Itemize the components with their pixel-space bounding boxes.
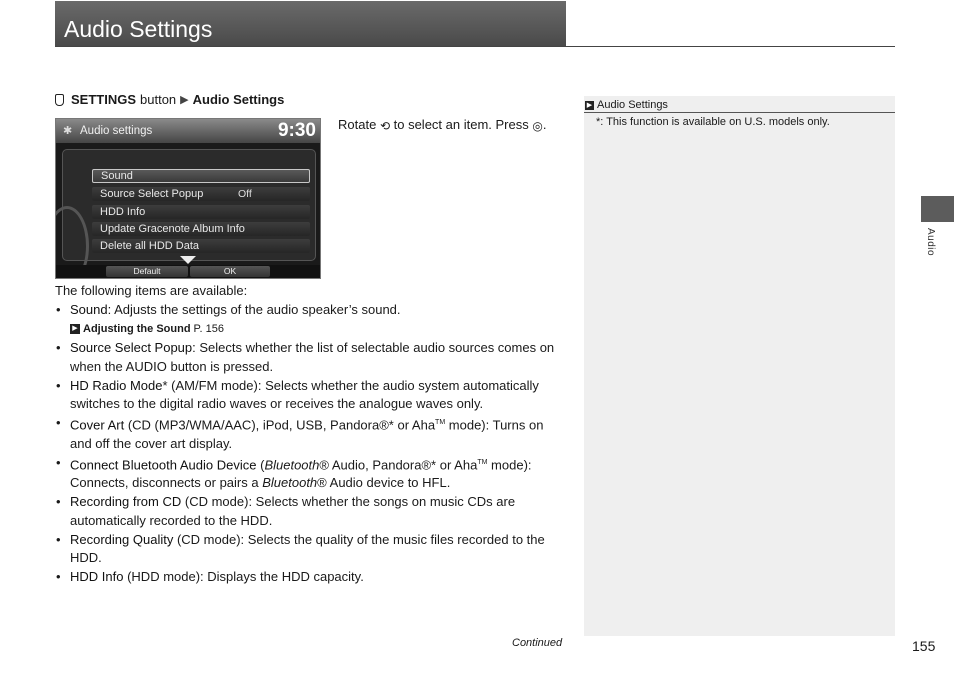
item-desc: : Selects whether the list of selectable audio sources comes on when the: [70, 340, 555, 374]
item-desc: (: [260, 456, 265, 472]
item-desc: (HDD mode): Displays the HDD capacity.: [127, 568, 364, 584]
item-desc: ® Audio device to HFL.: [317, 475, 451, 491]
item-desc: mode): Turns on and off the cover art display.: [70, 417, 544, 451]
breadcrumb-target: Audio Settings: [192, 92, 285, 107]
instruction-text: [338, 116, 566, 135]
menu-item-label: Update Gracenote Album Info: [100, 223, 245, 235]
menu-item-label: HDD Info: [100, 206, 146, 218]
menu-item-update-gracenote[interactable]: [92, 222, 310, 236]
screen-clock: 9:30: [277, 120, 316, 141]
screen-title: Audio settings: [80, 125, 153, 137]
item-name: Recording from CD: [70, 494, 182, 510]
item-desc: (CD mode): Selects whether the songs on music CDs are automatically recorded to the HDD.: [70, 494, 516, 528]
ok-button[interactable]: OK: [190, 266, 270, 277]
menu-item-delete-hdd-data[interactable]: [92, 239, 310, 253]
item-desc-italic: Bluetooth: [262, 475, 318, 491]
list-item: [55, 301, 567, 319]
item-desc-italic: Bluetooth: [264, 456, 320, 472]
trademark-mark: TM: [435, 418, 446, 426]
side-note-text: *: This function is available on U.S. models only.: [596, 116, 830, 128]
cross-reference[interactable]: [55, 320, 567, 338]
title-divider: [55, 46, 895, 47]
interface-dial-rotate-icon: ⟲: [379, 118, 390, 133]
note-arrow-icon: ▶: [586, 101, 593, 109]
item-name: Sound: [70, 302, 108, 317]
item-desc: button is pressed.: [170, 358, 274, 374]
scroll-down-icon[interactable]: [180, 256, 196, 264]
home-icon: [55, 94, 64, 106]
menu-item-value: Off: [238, 188, 252, 200]
menu-item-label: Sound: [101, 170, 133, 182]
breadcrumb-arrow-icon: ▶: [180, 94, 189, 106]
menu-item-label: Delete all HDD Data: [100, 240, 200, 252]
breadcrumb: [55, 92, 284, 107]
item-desc: : Adjusts the settings of the audio speaker’s sound.: [107, 302, 401, 317]
section-tab-label: Audio: [925, 228, 936, 257]
screen-footer: [56, 265, 320, 279]
continued-label: Continued: [512, 637, 563, 649]
trademark-mark: TM: [477, 458, 488, 466]
page-title: [55, 1, 566, 46]
item-name: HD Radio Mode: [70, 377, 163, 393]
audio-settings-screen: [55, 118, 321, 279]
list-item: [55, 414, 567, 453]
list-item: [55, 493, 567, 530]
breadcrumb-button-word: button: [140, 92, 177, 107]
instruction-part: to select an item. Press: [393, 117, 529, 132]
side-note-panel: [584, 96, 895, 636]
item-desc-keyword: AUDIO: [125, 358, 167, 374]
interface-dial-press-icon: ◎: [532, 118, 543, 133]
item-name: Source Select Popup: [70, 340, 193, 356]
menu-item-hdd-info[interactable]: [92, 205, 310, 219]
item-desc: * (AM/FM mode): Selects whether the audio system automatically switches to the digital radio waves or receives the analogue waves only.: [70, 377, 539, 412]
xref-label[interactable]: Adjusting the Sound: [83, 322, 191, 335]
item-desc: (CD mode): Selects the quality of the music files recorded to the HDD.: [70, 531, 545, 565]
list-item: [55, 568, 567, 586]
instruction-part: .: [542, 117, 547, 132]
screen-header: [56, 119, 320, 143]
menu-item-source-select-popup[interactable]: [92, 187, 310, 201]
xref-arrow-icon: ▶: [70, 324, 80, 334]
xref-page: P. 156: [193, 322, 224, 335]
side-note-header: [584, 96, 895, 113]
instruction-part: Rotate: [338, 117, 377, 132]
list-item: [55, 377, 567, 414]
menu-item-label: Source Select Popup: [100, 188, 204, 200]
intro-text: The following items are available:: [55, 283, 248, 298]
page-number: 155: [912, 638, 936, 654]
side-note-title: Audio Settings: [597, 99, 668, 111]
item-desc: (CD (MP3/WMA/AAC), iPod, USB, Pandora®* or Aha: [127, 417, 436, 433]
item-name: Recording Quality: [70, 531, 174, 547]
gear-icon: ✱: [63, 125, 73, 137]
item-desc: ® Audio, Pandora®* or Aha: [319, 456, 478, 472]
page-title-text: Audio Settings: [64, 16, 213, 42]
item-list: [55, 301, 567, 587]
item-desc: mode): Connects, disconnects or pairs a: [70, 456, 532, 491]
item-name: Connect Bluetooth Audio Device: [70, 456, 257, 472]
default-button[interactable]: Default: [106, 266, 188, 277]
list-item: [55, 339, 567, 376]
list-item: [55, 531, 567, 568]
list-item: [55, 454, 567, 493]
screen-menu: [62, 149, 316, 261]
item-name: Cover Art: [70, 417, 125, 433]
item-name: HDD Info: [70, 568, 124, 584]
menu-item-sound[interactable]: [92, 169, 310, 183]
section-tab: [921, 196, 954, 222]
breadcrumb-settings: SETTINGS: [71, 92, 137, 107]
